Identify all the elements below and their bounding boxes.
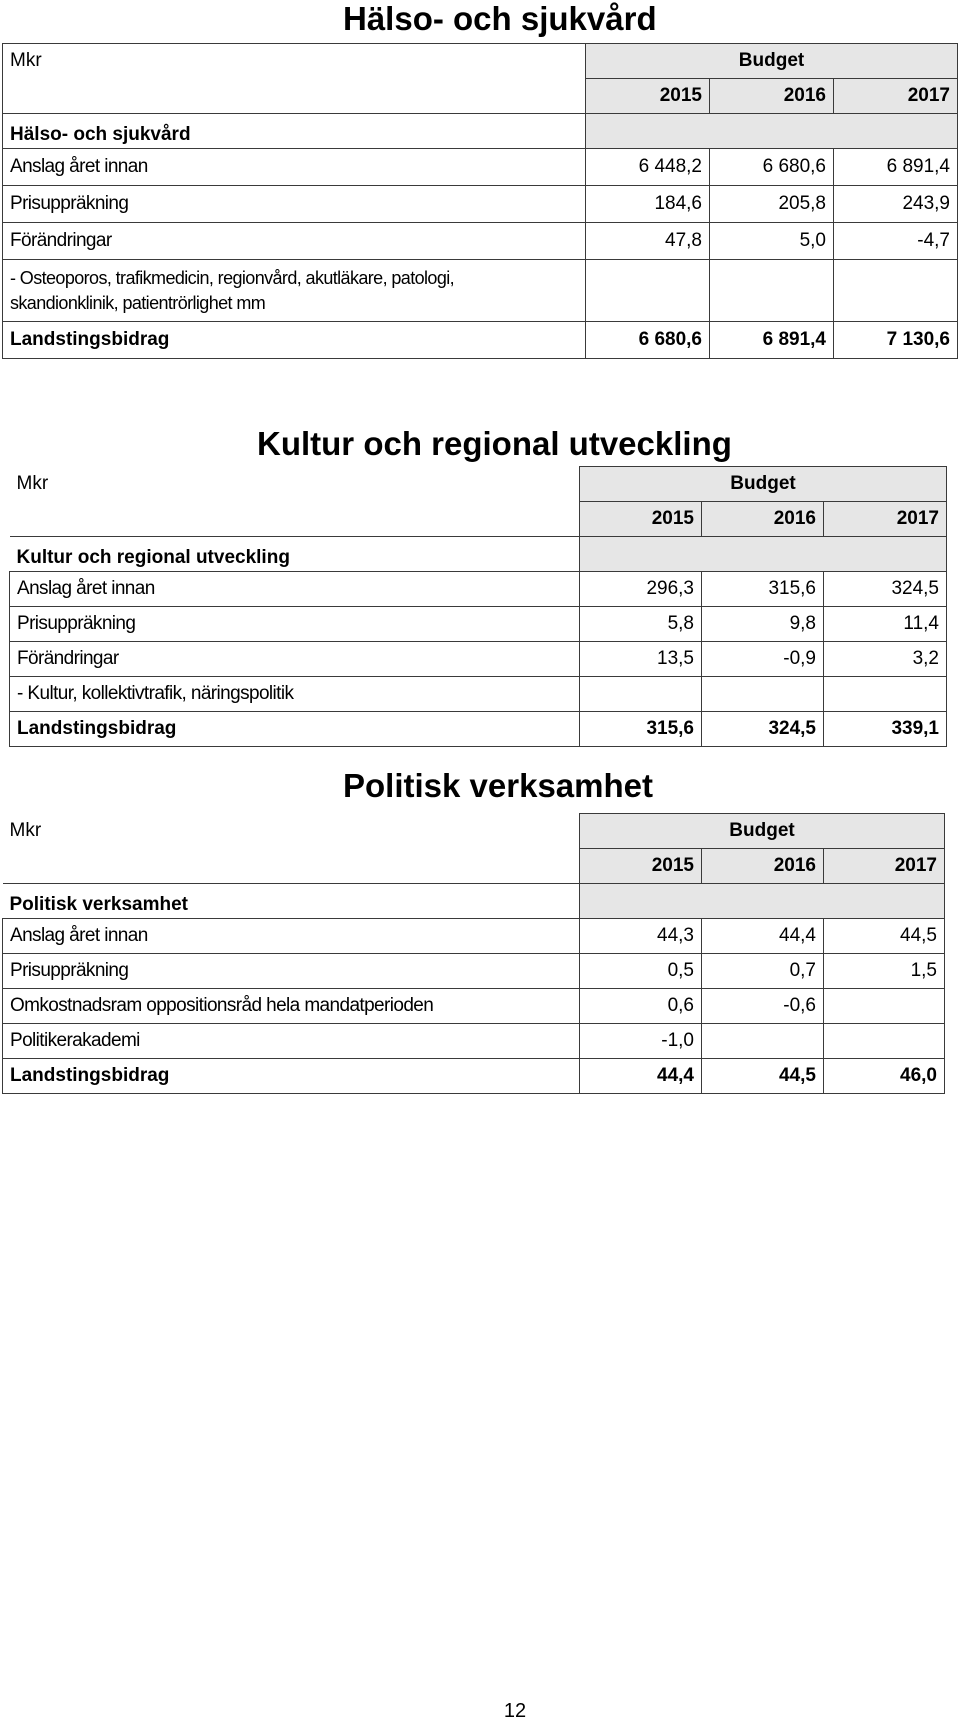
value-cell [710,260,834,322]
value-cell: 184,6 [586,186,710,223]
value-cell: 6 448,2 [586,149,710,186]
value-cell: 296,3 [580,572,702,607]
total-label: Landstingsbidrag [3,322,586,359]
total-value: 46,0 [824,1059,945,1094]
table-subheading: Kultur och regional utveckling [10,537,580,572]
unit-label: Mkr [10,467,580,537]
value-cell: 243,9 [834,186,958,223]
row-label: Förändringar [3,223,586,260]
value-cell: 6 680,6 [710,149,834,186]
row-label: Omkostnadsram oppositionsråd hela mandatperioden [3,989,580,1024]
total-value: 6 891,4 [710,322,834,359]
year-header: 2015 [580,849,702,884]
value-cell: 13,5 [580,642,702,677]
page-number: 12 [503,1700,527,1722]
value-cell [702,1024,824,1059]
value-cell: 1,5 [824,954,945,989]
total-value: 324,5 [702,712,824,747]
total-value: 6 680,6 [586,322,710,359]
row-label: - Kultur, kollektivtrafik, näringspolitik [10,677,580,712]
year-header: 2015 [580,502,702,537]
row-label: Prisuppräkning [3,186,586,223]
value-cell: 315,6 [702,572,824,607]
row-label: Prisuppräkning [3,954,580,989]
total-value: 339,1 [824,712,947,747]
unit-label: Mkr [3,44,586,114]
budget-table [2,43,958,359]
total-value: 44,5 [702,1059,824,1094]
year-header: 2016 [702,849,824,884]
budget-header: Budget [580,814,945,849]
row-label: Förändringar [10,642,580,677]
year-header: 2017 [834,79,958,114]
year-header: 2017 [824,849,945,884]
budget-table [2,813,945,1094]
total-label: Landstingsbidrag [10,712,580,747]
row-label: Anslag året innan [3,919,580,954]
section-title: Hälso- och sjukvård [343,0,657,37]
value-cell: -0,6 [702,989,824,1024]
value-cell [834,260,958,322]
value-cell: 9,8 [702,607,824,642]
value-cell: 205,8 [710,186,834,223]
total-label: Landstingsbidrag [3,1059,580,1094]
value-cell [702,677,824,712]
value-cell: 0,5 [580,954,702,989]
value-cell: 3,2 [824,642,947,677]
table-subheading: Hälso- och sjukvård [3,114,586,149]
row-label: Anslag året innan [10,572,580,607]
year-header: 2017 [824,502,947,537]
budget-header: Budget [586,44,958,79]
row-label: Politikerakademi [3,1024,580,1059]
value-cell [824,989,945,1024]
section-title: Kultur och regional utveckling [257,425,732,462]
value-cell: 324,5 [824,572,947,607]
budget-table [9,466,947,747]
value-cell [824,677,947,712]
year-header: 2016 [702,502,824,537]
value-cell: 44,3 [580,919,702,954]
value-cell: 44,5 [824,919,945,954]
blank-cell [586,114,958,149]
total-value: 44,4 [580,1059,702,1094]
total-value: 7 130,6 [834,322,958,359]
value-cell: 47,8 [586,223,710,260]
value-cell: -1,0 [580,1024,702,1059]
year-header: 2015 [586,79,710,114]
row-label: - Osteoporos, trafikmedicin, regionvård, akutläkare, patologi, skandionklinik, patientrörlighet mm [3,260,586,322]
value-cell: 11,4 [824,607,947,642]
value-cell: 5,8 [580,607,702,642]
value-cell: 0,7 [702,954,824,989]
total-value: 315,6 [580,712,702,747]
blank-cell [580,884,945,919]
value-cell: -4,7 [834,223,958,260]
value-cell: 0,6 [580,989,702,1024]
value-cell [824,1024,945,1059]
section-title: Politisk verksamhet [343,767,653,804]
budget-header: Budget [580,467,947,502]
value-cell: 6 891,4 [834,149,958,186]
blank-cell [580,537,947,572]
value-cell: -0,9 [702,642,824,677]
value-cell [580,677,702,712]
value-cell [586,260,710,322]
row-label: Anslag året innan [3,149,586,186]
value-cell: 44,4 [702,919,824,954]
row-label: Prisuppräkning [10,607,580,642]
table-subheading: Politisk verksamhet [3,884,580,919]
unit-label: Mkr [3,814,580,884]
value-cell: 5,0 [710,223,834,260]
year-header: 2016 [710,79,834,114]
